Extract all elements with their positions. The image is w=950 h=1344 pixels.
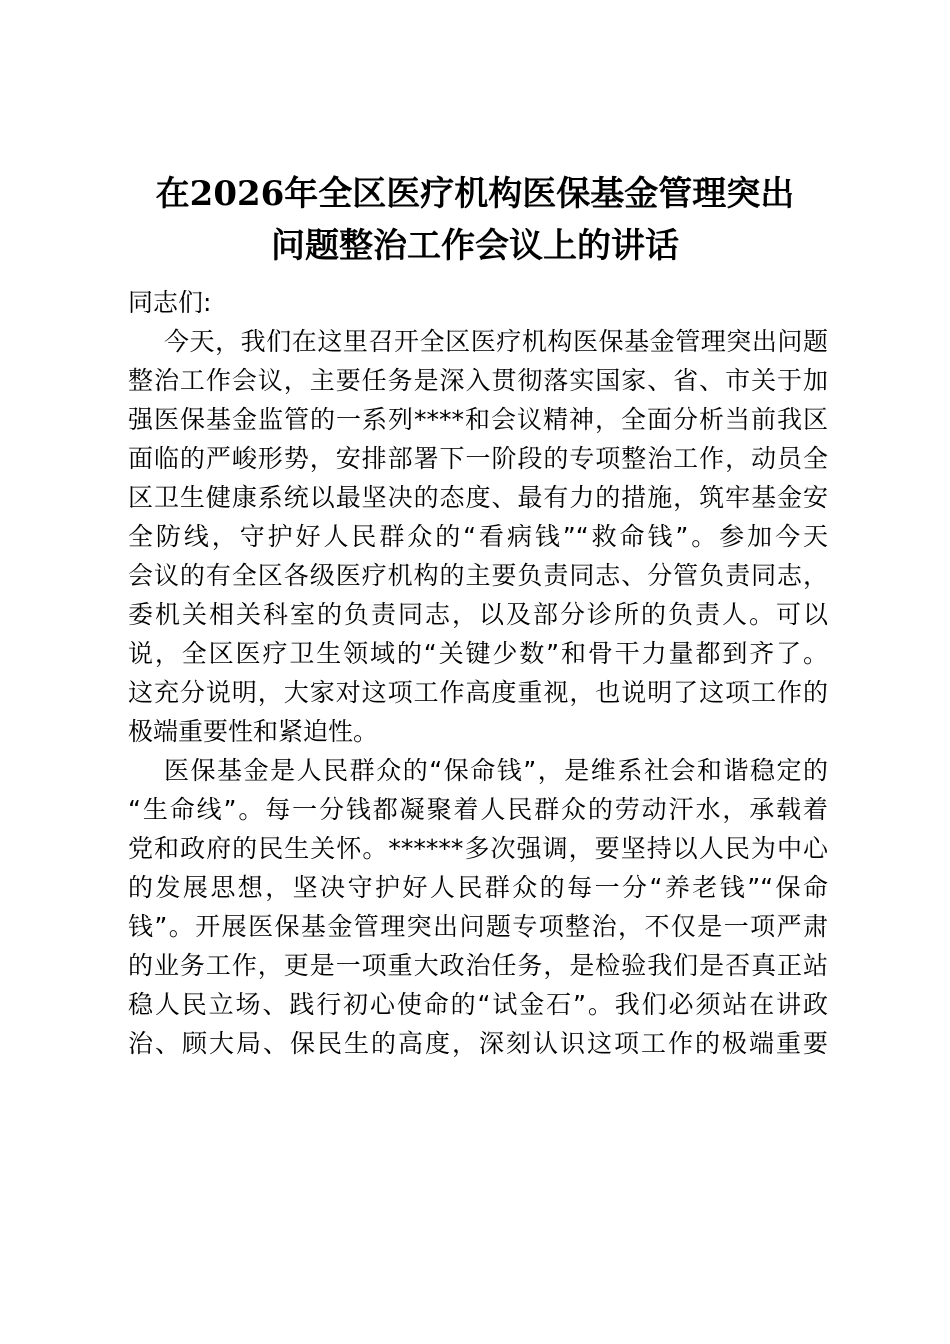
document-title <box>100 168 850 272</box>
title-line-2: 问题整治工作会议上的讲话 <box>271 226 679 266</box>
paragraph-line: 治、顾大局、保民生的高度，深刻认识这项工作的极端重要 <box>128 1029 828 1058</box>
paragraph-2 <box>128 751 828 1063</box>
paragraph-line: 党和政府的民生关怀。******多次强调，要坚持以人民为中心 <box>128 834 828 863</box>
paragraph-line: 整治工作会议，主要任务是深入贯彻落实国家、省、市关于加 <box>128 366 828 395</box>
greeting: 同志们: <box>128 288 212 317</box>
paragraph-line: 强医保基金监管的一系列****和会议精神，全面分析当前我区 <box>128 405 828 434</box>
paragraph-line: 会议的有全区各级医疗机构的主要负责同志、分管负责同志， <box>128 561 828 590</box>
paragraph-line: 这充分说明，大家对这项工作高度重视，也说明了这项工作的 <box>128 678 828 707</box>
paragraph-line: 区卫生健康系统以最坚决的态度、最有力的措施，筑牢基金安 <box>128 483 828 512</box>
paragraph-line: 的发展思想，坚决守护好人民群众的每一分“养老钱”“保命 <box>128 873 828 902</box>
paragraph-line: “生命线”。每一分钱都凝聚着人民群众的劳动汗水，承载着 <box>128 795 828 824</box>
document-body <box>128 283 828 1063</box>
paragraph-line: 面临的严峻形势，安排部署下一阶段的专项整治工作，动员全 <box>128 444 828 473</box>
paragraph-line: 医保基金是人民群众的“保命钱”，是维系社会和谐稳定的 <box>164 756 828 785</box>
paragraph-line: 说，全区医疗卫生领域的“关键少数”和骨干力量都到齐了。 <box>128 639 828 668</box>
paragraph-line: 委机关相关科室的负责同志，以及部分诊所的负责人。可以 <box>128 600 828 629</box>
paragraph-1 <box>128 322 828 751</box>
paragraph-line: 全防线，守护好人民群众的“看病钱”“救命钱”。参加今天 <box>128 522 828 551</box>
paragraph-line: 钱”。开展医保基金管理突出问题专项整治，不仅是一项严肃 <box>128 912 828 941</box>
paragraph-line: 稳人民立场、践行初心使命的“试金石”。我们必须站在讲政 <box>128 990 828 1019</box>
title-line-1: 在2026年全区医疗机构医保基金管理突出 <box>155 174 795 214</box>
paragraph-line: 的业务工作，更是一项重大政治任务，是检验我们是否真正站 <box>128 951 828 980</box>
paragraph-line: 极端重要性和紧迫性。 <box>128 717 379 746</box>
paragraph-line: 今天，我们在这里召开全区医疗机构医保基金管理突出问题 <box>164 327 828 356</box>
